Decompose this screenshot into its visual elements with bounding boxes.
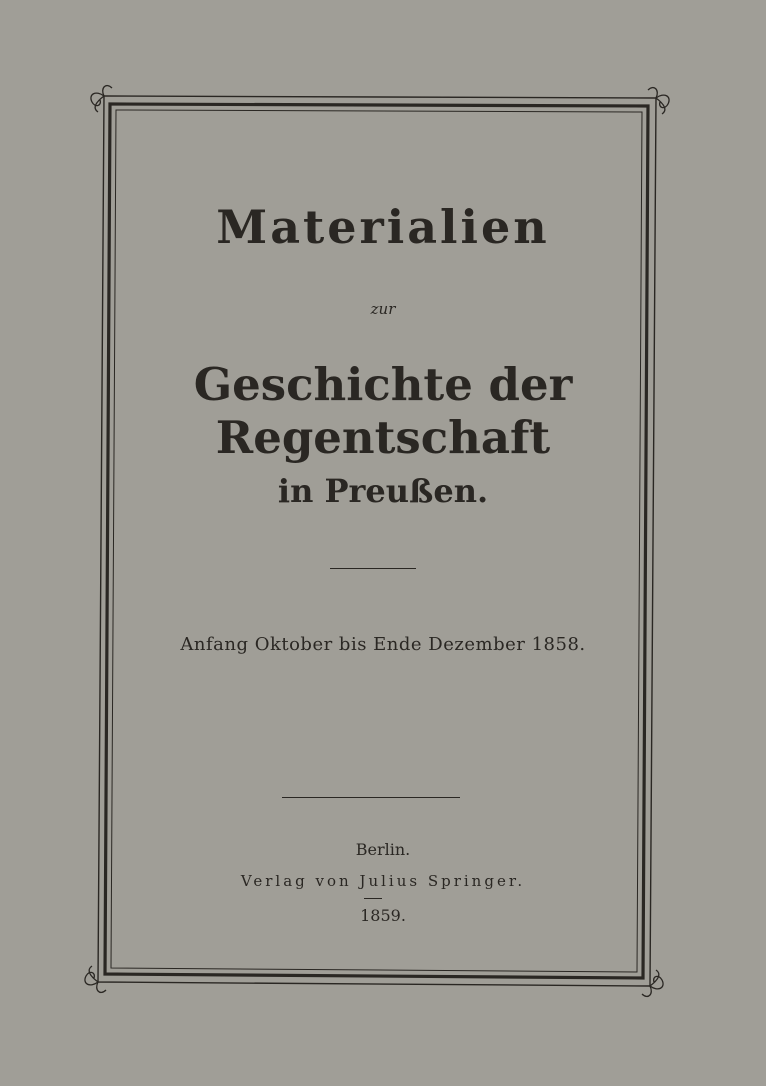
corner-ornament-top-right-icon bbox=[648, 88, 669, 114]
title-connector: zur bbox=[370, 300, 396, 318]
page-title: Materialien bbox=[216, 200, 550, 254]
imprint-year: 1859. bbox=[360, 906, 406, 925]
divider-imprint bbox=[364, 898, 382, 899]
corner-ornament-bottom-left-icon bbox=[85, 966, 106, 992]
title-place: in Preußen. bbox=[277, 472, 489, 510]
corner-ornament-bottom-right-icon bbox=[642, 970, 663, 996]
period-line: Anfang Oktober bis Ende Dezember 1858. bbox=[180, 634, 586, 655]
imprint-publisher: Verlag von Julius Springer. bbox=[240, 872, 526, 890]
divider-upper bbox=[330, 568, 416, 569]
imprint-city: Berlin. bbox=[355, 840, 411, 859]
page-subtitle: Geschichte der Regentschaft bbox=[193, 358, 573, 464]
divider-lower bbox=[282, 797, 460, 798]
